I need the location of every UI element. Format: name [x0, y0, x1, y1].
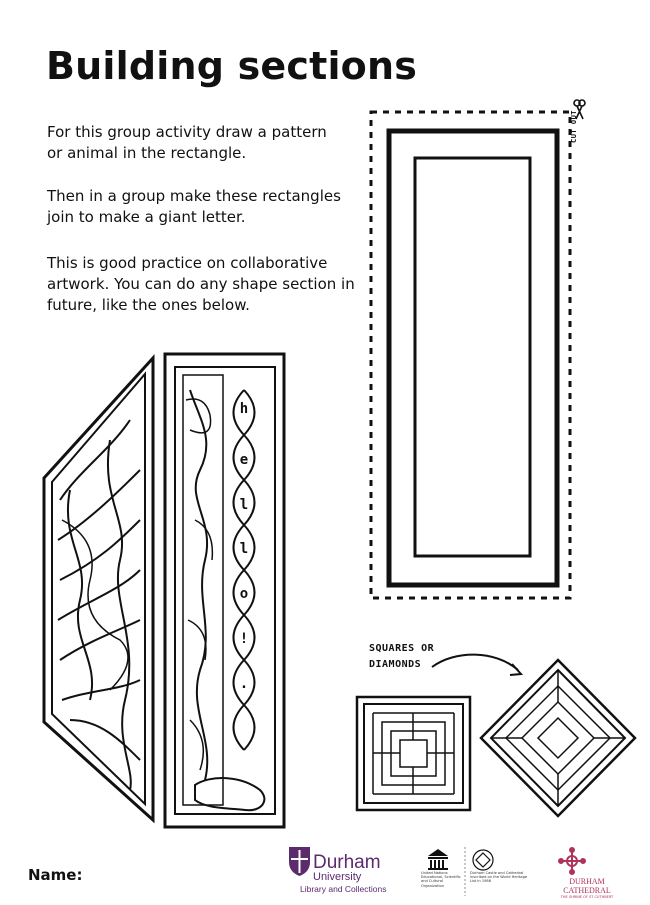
cut-out-label: CUT OUT: [570, 109, 578, 143]
page-title: Building sections: [46, 44, 418, 88]
slanted-celtic-panel: [44, 358, 153, 820]
cathedral-tagline: THE SHRINE OF ST CUTHBERT: [560, 895, 614, 899]
instruction-line: For this group activity draw a pattern: [47, 123, 327, 141]
cut-out-template[interactable]: [371, 112, 570, 598]
label-line: SQUARES OR: [369, 643, 435, 654]
instruction-line: This is good practice on collaborative: [47, 254, 328, 272]
durham-logo-wordmark: Durham: [313, 852, 381, 873]
curved-arrow-icon: [432, 655, 518, 670]
cathedral-wordmark: DURHAM CATHEDRAL: [563, 877, 611, 895]
panel-letter: .: [239, 676, 249, 692]
panel-letter: e: [239, 452, 249, 468]
world-heritage-caption: Durham Castle and Cathedral inscribed on the World Heritage List in 1986: [470, 871, 528, 884]
upright-celtic-panel: [165, 354, 284, 827]
square-maze: [357, 697, 470, 810]
panel-letter: o: [239, 586, 249, 602]
cathedral-cross-icon: [559, 848, 585, 874]
unesco-caption: United Nations Educational, Scientific and Cultural Organization: [421, 871, 461, 888]
instruction-line: or animal in the rectangle.: [47, 144, 247, 162]
instruction-line: Then in a group make these rectangles: [47, 187, 341, 205]
instruction-line: join to make a giant letter.: [47, 208, 246, 226]
name-label: Name:: [28, 866, 83, 884]
panel-letter: l: [239, 497, 249, 513]
squares-or-diamonds-label: [369, 641, 434, 673]
world-heritage-emblem-icon: [473, 850, 493, 870]
drawing-area[interactable]: [415, 158, 530, 556]
label-line: DIAMONDS: [369, 659, 422, 670]
instruction-line: future, like the ones below.: [47, 296, 250, 314]
diamond-maze: [481, 660, 635, 816]
panel-letter: l: [239, 541, 249, 557]
unesco-logo-icon: [428, 849, 448, 870]
durham-logo-university: University: [313, 871, 362, 883]
durham-university-logo: [289, 847, 310, 876]
dashed-cut-line[interactable]: [371, 112, 570, 598]
panel-letter: !: [239, 631, 249, 647]
instruction-line: artwork. You can do any shape section in: [47, 275, 355, 293]
panel-letter-column: [240, 401, 248, 692]
durham-logo-library: Library and Collections: [300, 884, 387, 894]
panel-letter: h: [239, 401, 249, 417]
